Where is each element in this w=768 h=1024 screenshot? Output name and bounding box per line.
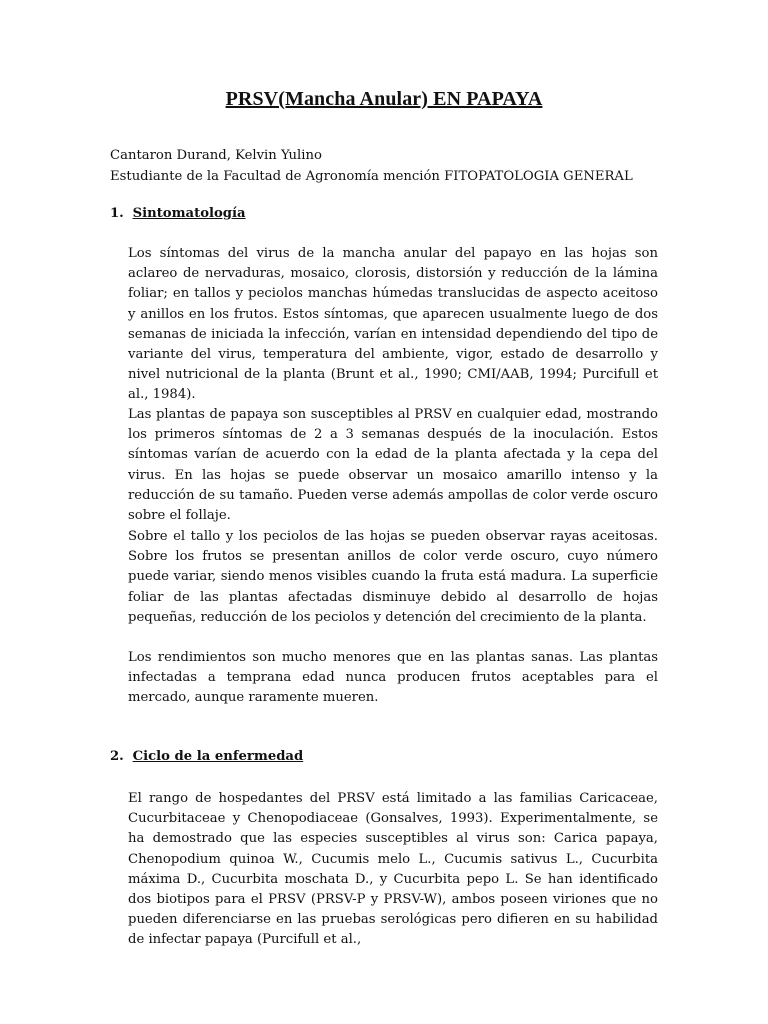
- section-number: 2.: [110, 749, 124, 764]
- section-heading-ciclo: [110, 749, 303, 764]
- section-title: Sintomatología: [132, 206, 246, 221]
- section-heading-sintomatologia: [110, 206, 246, 221]
- section-number: 1.: [110, 206, 124, 221]
- section-title: Ciclo de la enfermedad: [132, 749, 304, 764]
- document-title: PRSV(Mancha Anular) EN PAPAYA: [225, 88, 543, 110]
- author-affiliation: Estudiante de la Facultad de Agronomía mención FITOPATOLOGIA GENERAL: [110, 168, 633, 184]
- author-name: Cantaron Durand, Kelvin Yulino: [110, 148, 322, 163]
- paragraph: Los síntomas del virus de la mancha anular del papayo en las hojas son aclareo de nervaduras, mosaico, clorosis, distorsión y reducción de la lámina foliar; en tallos y peciolos manchas húmedas translucidas de aspecto aceitoso y anillos en los frutos. Estos síntomas, que aparecen usualmente luego de dos semanas de iniciada la infección, varían en intensidad dependiendo del tipo de variante del virus, temperatura del ambiente, vigor, estado de desarrollo y nivel nutricional de la planta (Brunt et al., 1990; CMI/AAB, 1994; Purcifull et al., 1984).: [128, 246, 658, 403]
- paragraph: Las plantas de papaya son susceptibles al PRSV en cualquier edad, mostrando los primeros síntomas de 2 a 3 semanas después de la inoculación. Estos síntomas varían de acuerdo con la edad de la planta afectada y la cepa del virus. En las hojas se puede observar un mosaico amarillo intenso y la reducción de su tamaño. Pueden verse además ampollas de color verde oscuro sobre el follaje.: [128, 407, 658, 524]
- author-block: [110, 146, 633, 187]
- paragraph: El rango de hospedantes del PRSV está limitado a las familias Caricaceae, Cucurbitaceae y Chenopodiaceae (Gonsalves, 1993). Experimentalmente, se ha demostrado que las especies susceptibles al virus son: Carica papaya, Chenopodium quinoa W., Cucumis melo L., Cucumis sativus L., Cucurbita máxima D., Cucurbita moschata D., y Cucurbita pepo L. Se han identificado dos biotipos para el PRSV (PRSV-P y PRSV-W), ambos poseen viriones que no pueden diferenciarse en las pruebas serológicas pero difieren en su habilidad de infectar papaya (Purcifull et al.,: [128, 791, 658, 948]
- paragraph: Los rendimientos son mucho menores que en las plantas sanas. Las plantas infectadas a temprana edad nunca producen frutos aceptables para el mercado, aunque raramente mueren.: [128, 650, 658, 706]
- paragraph: Sobre el tallo y los peciolos de las hojas se pueden observar rayas aceitosas. Sobre los frutos se presentan anillos de color verde oscuro, cuyo número puede variar, siendo menos visibles cuando la fruta está madura. La superficie foliar de las plantas afectadas disminuye debido al desarrollo de hojas pequeñas, reducción de los peciolos y detención del crecimiento de la planta.: [128, 529, 658, 625]
